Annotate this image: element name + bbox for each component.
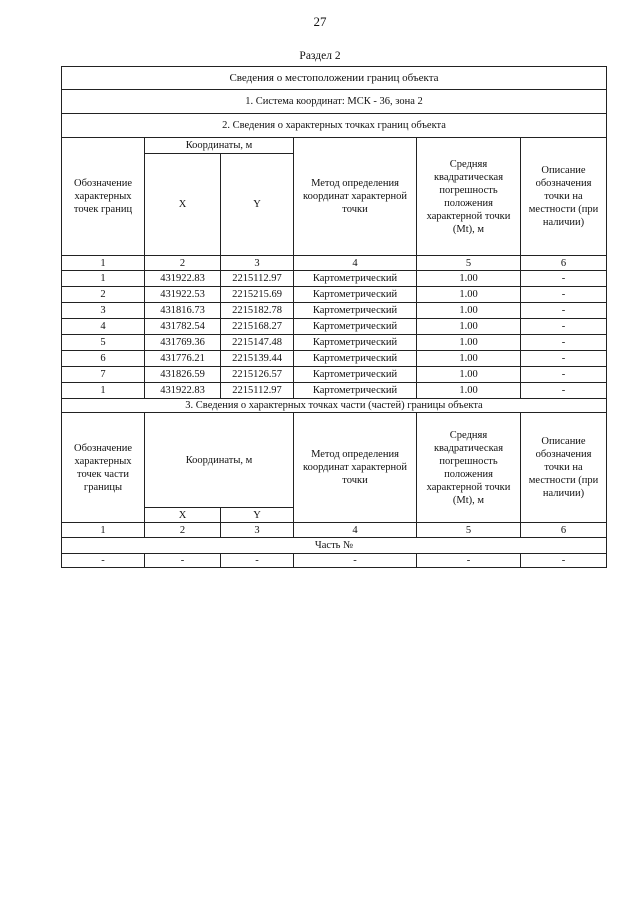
cell-point: 1 [62,271,145,287]
column-number: 2 [145,256,221,271]
cell-x: 431826.59 [145,367,221,383]
header3-x: X [145,508,221,523]
table-row [62,319,607,335]
cell-point: 5 [62,335,145,351]
table-row [62,303,607,319]
cell-error: 1.00 [417,351,521,367]
cell-y: 2215215.69 [221,287,294,303]
cell-y: 2215139.44 [221,351,294,367]
cell-method: Картометрический [294,335,417,351]
section-title: Раздел 2 [299,50,341,62]
table-row [62,287,607,303]
header-x: X [145,154,221,256]
column-number: 4 [294,256,417,271]
header3-point-designation: Обозначение характерных точек части границы [62,413,145,523]
cell-error: 1.00 [417,383,521,399]
cell-x: 431769.36 [145,335,221,351]
column-number: 4 [294,523,417,538]
cell-desc: - [521,319,607,335]
header-coordinates: Координаты, м [145,138,294,154]
cell-point: 3 [62,303,145,319]
column-number: 1 [62,256,145,271]
part-label: Часть № [62,538,607,554]
table-title: Сведения о местоположении границ объекта [62,67,607,90]
column-number: 6 [521,256,607,271]
cell-y: 2215182.78 [221,303,294,319]
cell-desc: - [521,287,607,303]
cell-x: 431782.54 [145,319,221,335]
header-description: Описание обозначения точки на местности (при наличии) [521,138,607,256]
table-row [62,271,607,287]
cell-y: 2215112.97 [221,271,294,287]
cell-point: 4 [62,319,145,335]
column-number: 3 [221,523,294,538]
header-point-designation: Обозначение характерных точек границ [62,138,145,256]
empty-cell: - [294,554,417,568]
cell-method: Картометрический [294,319,417,335]
table-row [62,351,607,367]
cell-point: 2 [62,287,145,303]
table-row [62,383,607,399]
cell-x: 431922.83 [145,383,221,399]
page-number: 27 [313,14,327,29]
cell-method: Картометрический [294,383,417,399]
cell-error: 1.00 [417,271,521,287]
cell-y: 2215112.97 [221,383,294,399]
header3-description: Описание обозначения точки на местности (при наличии) [521,413,607,523]
cell-error: 1.00 [417,335,521,351]
cell-desc: - [521,335,607,351]
cell-error: 1.00 [417,287,521,303]
header3-y: Y [221,508,294,523]
cell-x: 431922.53 [145,287,221,303]
cell-desc: - [521,367,607,383]
empty-cell: - [145,554,221,568]
table-row [62,335,607,351]
cell-error: 1.00 [417,303,521,319]
cell-x: 431922.83 [145,271,221,287]
cell-point: 7 [62,367,145,383]
table-row [62,367,607,383]
coordinate-system-label: 1. Система координат: МСК - 36, зона 2 [62,90,607,114]
cell-point: 1 [62,383,145,399]
section3-label: 3. Сведения о характерных точках части (частей) границы объекта [62,399,607,413]
empty-cell: - [521,554,607,568]
cell-error: 1.00 [417,367,521,383]
cell-method: Картометрический [294,271,417,287]
cell-y: 2215168.27 [221,319,294,335]
cell-x: 431816.73 [145,303,221,319]
cell-method: Картометрический [294,287,417,303]
header3-coordinates: Координаты, м [145,413,294,508]
cell-y: 2215147.48 [221,335,294,351]
empty-cell: - [62,554,145,568]
empty-cell: - [221,554,294,568]
cell-desc: - [521,351,607,367]
header-method: Метод определения координат характерной точки [294,138,417,256]
cell-error: 1.00 [417,319,521,335]
cell-method: Картометрический [294,351,417,367]
cell-desc: - [521,303,607,319]
cell-method: Картометрический [294,303,417,319]
column-number: 3 [221,256,294,271]
header3-error: Средняя квадратическая погрешность положения характерной точки (Mt), м [417,413,521,523]
column-number: 1 [62,523,145,538]
column-number: 6 [521,523,607,538]
cell-point: 6 [62,351,145,367]
cell-desc: - [521,271,607,287]
header-error: Средняя квадратическая погрешность положения характерной точки (Mt), м [417,138,521,256]
cell-desc: - [521,383,607,399]
cell-x: 431776.21 [145,351,221,367]
header3-method: Метод определения координат характерной точки [294,413,417,523]
cell-y: 2215126.57 [221,367,294,383]
cell-method: Картометрический [294,367,417,383]
header-y: Y [221,154,294,256]
column-number: 5 [417,523,521,538]
boundary-table [61,66,607,568]
column-number: 5 [417,256,521,271]
column-number: 2 [145,523,221,538]
empty-cell: - [417,554,521,568]
section2-label: 2. Сведения о характерных точках границ объекта [62,114,607,138]
